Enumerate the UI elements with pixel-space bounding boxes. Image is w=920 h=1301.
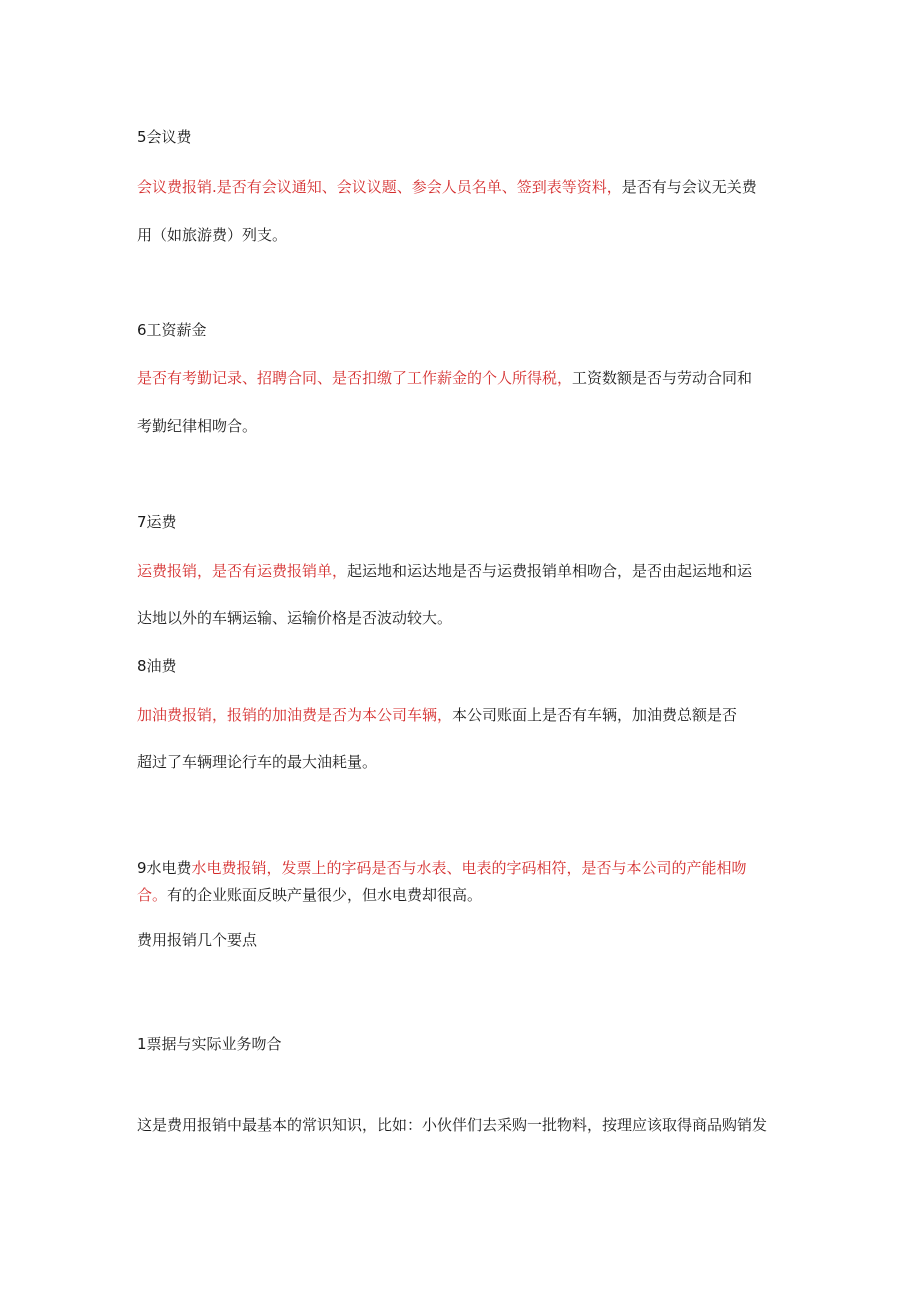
section-heading-utilities: 9水电费: [137, 859, 192, 877]
paragraph-meeting-line-2: 用（如旅游费）列支。: [137, 226, 288, 244]
paragraph-utilities-line-2: [137, 885, 482, 905]
point-heading-1: 1票据与实际业务吻合: [137, 1035, 282, 1053]
paragraph-salary-line-2: 考勤纪律相吻合。: [137, 417, 258, 435]
paragraph-freight-line-1: [137, 561, 752, 581]
highlight-text: 运费报销，是否有运费报销单，: [137, 562, 348, 580]
paragraph-fuel-line-1: [137, 705, 737, 725]
paragraph-utilities-line-1: [137, 858, 747, 878]
paragraph-meeting-line-1: [137, 177, 757, 197]
paragraph-fuel-line-2: 超过了车辆理论行车的最大油耗量。: [137, 753, 378, 771]
highlight-text: 会议费报销.是否有会议通知、会议议题、参会人员名单、签到表等资料，: [137, 178, 622, 196]
body-text: 是否有与会议无关费: [621, 178, 757, 196]
section-heading-freight: 7运费: [137, 513, 177, 531]
highlight-text: 是否有考勤记录、招聘合同、是否扣缴了工作薪金的个人所得税，: [137, 369, 573, 387]
body-text: 本公司账面上是否有车辆，加油费总额是否: [452, 706, 738, 724]
body-text: 工资数额是否与劳动合同和: [572, 369, 753, 387]
point-text-1: 这是费用报销中最基本的常识知识，比如：小伙伴们去采购一批物料，按理应该取得商品购销发: [137, 1116, 768, 1134]
section-heading-salary: 6工资薪金: [137, 321, 207, 339]
highlight-text: 加油费报销，报销的加油费是否为本公司车辆，: [137, 706, 453, 724]
highlight-text: 合。: [137, 886, 168, 904]
section-heading-fuel: 8油费: [137, 657, 177, 675]
section-heading-meeting: 5会议费: [137, 128, 192, 146]
highlight-text: 水电费报销，发票上的字码是否与水表、电表的字码相符，是否与本公司的产能相吻: [191, 859, 747, 877]
paragraph-salary-line-1: [137, 368, 752, 388]
key-points-title: 费用报销几个要点: [137, 931, 258, 949]
body-text: 有的企业账面反映产量很少，但水电费却很高。: [167, 886, 483, 904]
paragraph-freight-line-2: 达地以外的车辆运输、运输价格是否波动较大。: [137, 609, 453, 627]
body-text: 起运地和运达地是否与运费报销单相吻合，是否由起运地和运: [347, 562, 753, 580]
